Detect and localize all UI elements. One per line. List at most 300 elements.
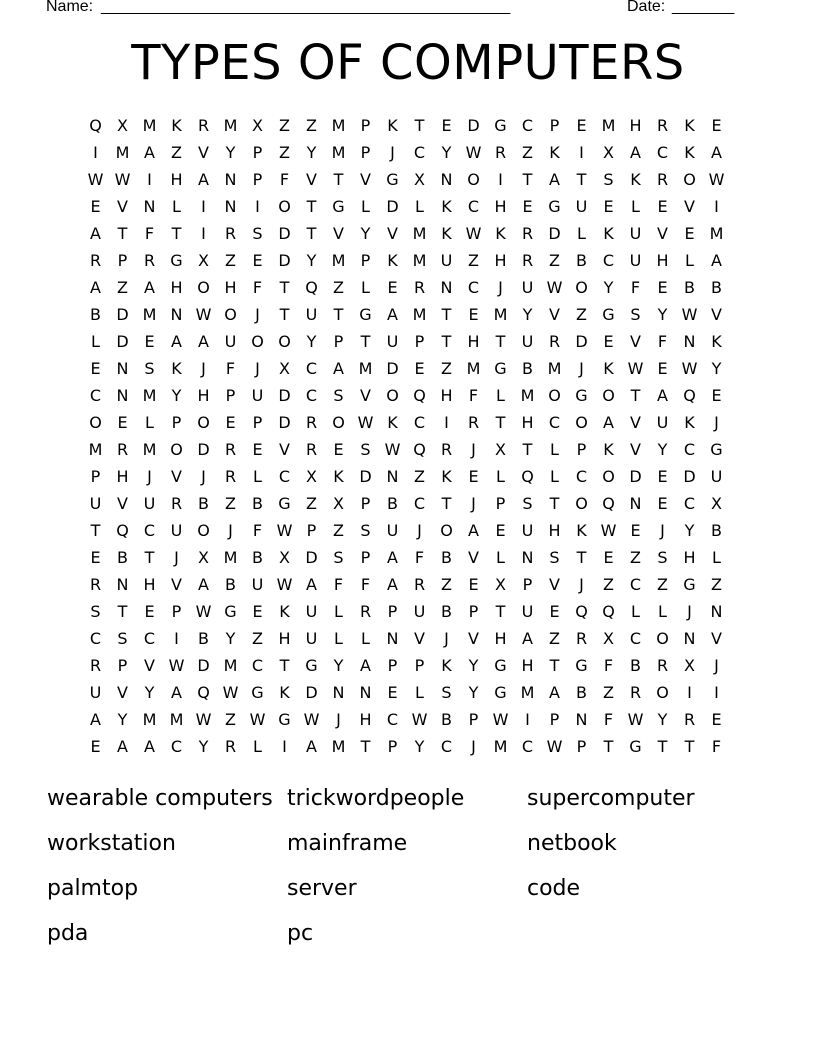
grid-letter: J bbox=[579, 359, 584, 378]
grid-letter: N bbox=[440, 170, 453, 189]
grid-row bbox=[82, 571, 732, 598]
grid-letter: T bbox=[576, 548, 587, 567]
grid-letter: D bbox=[278, 413, 291, 432]
grid-letter: H bbox=[467, 332, 480, 351]
grid-letter: L bbox=[631, 197, 640, 216]
grid-letter: V bbox=[198, 143, 209, 162]
grid-letter: W bbox=[546, 737, 563, 756]
grid-letter: R bbox=[197, 116, 210, 135]
grid-letter: A bbox=[90, 224, 101, 243]
grid-letter: O bbox=[467, 170, 480, 189]
grid-letter: N bbox=[143, 197, 156, 216]
grid-letter: J bbox=[255, 359, 260, 378]
grid-letter: R bbox=[656, 170, 669, 189]
grid-letter: L bbox=[415, 197, 424, 216]
grid-letter: J bbox=[714, 413, 719, 432]
grid-letter: F bbox=[225, 359, 236, 378]
grid-letter: G bbox=[278, 710, 291, 729]
grid-letter: W bbox=[276, 575, 293, 594]
grid-letter: B bbox=[387, 494, 398, 513]
grid-letter: S bbox=[630, 305, 641, 324]
grid-letter: K bbox=[441, 197, 452, 216]
grid-letter: Q bbox=[413, 440, 426, 459]
grid-letter: R bbox=[440, 440, 453, 459]
grid-letter: U bbox=[305, 629, 318, 648]
grid-letter: O bbox=[575, 494, 588, 513]
grid-letter: Y bbox=[468, 683, 479, 702]
grid-letter: R bbox=[89, 575, 102, 594]
grid-letter: P bbox=[576, 737, 587, 756]
grid-letter: Y bbox=[198, 737, 209, 756]
grid-letter: Z bbox=[441, 575, 452, 594]
grid-letter: V bbox=[549, 575, 560, 594]
grid-letter: R bbox=[170, 494, 183, 513]
grid-letter: A bbox=[711, 143, 722, 162]
grid-letter: I bbox=[714, 197, 719, 216]
grid-letter: V bbox=[306, 170, 317, 189]
grid-letter: J bbox=[201, 359, 206, 378]
grid-letter: O bbox=[548, 386, 561, 405]
grid-row bbox=[82, 301, 732, 328]
grid-letter: N bbox=[359, 683, 372, 702]
grid-letter: W bbox=[627, 359, 644, 378]
grid-letter: O bbox=[278, 332, 291, 351]
grid-row bbox=[82, 409, 732, 436]
grid-letter: M bbox=[412, 224, 427, 243]
grid-letter: K bbox=[630, 170, 641, 189]
grid-letter: T bbox=[441, 332, 452, 351]
grid-letter: W bbox=[681, 359, 698, 378]
grid-letter: X bbox=[414, 170, 425, 189]
grid-letter: R bbox=[224, 467, 237, 486]
grid-letter: G bbox=[575, 656, 588, 675]
grid-letter: U bbox=[656, 413, 669, 432]
grid-letter: L bbox=[361, 197, 370, 216]
grid-letter: O bbox=[224, 305, 237, 324]
grid-letter: K bbox=[684, 143, 695, 162]
grid-letter: K bbox=[711, 332, 722, 351]
name-blank-line: ______________________________________________ bbox=[101, 0, 511, 15]
grid-letter: A bbox=[630, 143, 641, 162]
grid-letter: V bbox=[468, 548, 479, 567]
grid-letter: T bbox=[522, 170, 533, 189]
grid-letter: J bbox=[498, 278, 503, 297]
grid-letter: S bbox=[252, 224, 263, 243]
grid-letter: I bbox=[147, 170, 152, 189]
grid-letter: K bbox=[441, 224, 452, 243]
grid-letter: D bbox=[305, 683, 318, 702]
grid-letter: A bbox=[387, 575, 398, 594]
grid-letter: W bbox=[222, 683, 239, 702]
grid-letter: W bbox=[114, 170, 131, 189]
grid-letter: S bbox=[333, 386, 344, 405]
grid-letter: K bbox=[387, 251, 398, 270]
grid-letter: K bbox=[684, 413, 695, 432]
grid-letter: X bbox=[711, 494, 722, 513]
grid-letter: E bbox=[441, 116, 452, 135]
grid-letter: X bbox=[198, 548, 209, 567]
grid-letter: R bbox=[467, 413, 480, 432]
grid-letter: B bbox=[441, 710, 452, 729]
grid-letter: V bbox=[630, 332, 641, 351]
grid-letter: H bbox=[170, 170, 183, 189]
grid-row bbox=[82, 193, 732, 220]
grid-letter: E bbox=[684, 224, 695, 243]
grid-letter: A bbox=[333, 359, 344, 378]
grid-letter: C bbox=[413, 494, 426, 513]
grid-letter: K bbox=[603, 440, 614, 459]
grid-letter: T bbox=[333, 170, 344, 189]
grid-letter: K bbox=[279, 683, 290, 702]
grid-letter: D bbox=[467, 116, 480, 135]
grid-letter: M bbox=[142, 305, 157, 324]
grid-letter: P bbox=[468, 710, 479, 729]
grid-letter: G bbox=[683, 575, 696, 594]
grid-letter: L bbox=[658, 602, 667, 621]
grid-letter: G bbox=[305, 656, 318, 675]
grid-letter: L bbox=[496, 467, 505, 486]
grid-letter: D bbox=[386, 197, 399, 216]
grid-letter: E bbox=[522, 197, 533, 216]
grid-letter: J bbox=[201, 467, 206, 486]
grid-letter: J bbox=[444, 629, 449, 648]
grid-letter: Q bbox=[305, 278, 318, 297]
grid-row bbox=[82, 436, 732, 463]
grid-letter: U bbox=[89, 683, 102, 702]
grid-letter: R bbox=[224, 440, 237, 459]
grid-letter: U bbox=[629, 224, 642, 243]
grid-letter: T bbox=[603, 737, 614, 756]
grid-letter: X bbox=[495, 575, 506, 594]
grid-letter: M bbox=[331, 251, 346, 270]
grid-letter: T bbox=[549, 656, 560, 675]
grid-letter: J bbox=[390, 143, 395, 162]
grid-letter: R bbox=[629, 683, 642, 702]
grid-letter: P bbox=[306, 521, 317, 540]
word-bank-row bbox=[47, 866, 767, 911]
grid-letter: I bbox=[93, 143, 98, 162]
grid-letter: K bbox=[684, 116, 695, 135]
grid-letter: I bbox=[525, 710, 530, 729]
grid-letter: M bbox=[520, 386, 535, 405]
grid-letter: N bbox=[629, 494, 642, 513]
grid-row bbox=[82, 139, 732, 166]
grid-letter: B bbox=[576, 251, 587, 270]
grid-letter: M bbox=[493, 305, 508, 324]
grid-letter: Y bbox=[225, 629, 236, 648]
grid-letter: Q bbox=[683, 386, 696, 405]
grid-row bbox=[82, 625, 732, 652]
grid-letter: C bbox=[629, 575, 642, 594]
grid-row bbox=[82, 679, 732, 706]
grid-letter: R bbox=[143, 251, 156, 270]
grid-letter: P bbox=[522, 575, 533, 594]
grid-row bbox=[82, 490, 732, 517]
grid-letter: P bbox=[117, 251, 128, 270]
grid-letter: M bbox=[223, 548, 238, 567]
grid-letter: A bbox=[549, 683, 560, 702]
grid-letter: R bbox=[575, 629, 588, 648]
grid-letter: S bbox=[117, 629, 128, 648]
grid-letter: Q bbox=[575, 602, 588, 621]
grid-letter: I bbox=[579, 143, 584, 162]
grid-letter: C bbox=[143, 629, 156, 648]
grid-letter: X bbox=[684, 656, 695, 675]
grid-letter: F bbox=[657, 332, 668, 351]
grid-letter: L bbox=[172, 197, 181, 216]
grid-letter: F bbox=[144, 224, 155, 243]
name-date-header bbox=[46, 0, 806, 18]
grid-letter: C bbox=[278, 467, 291, 486]
grid-letter: M bbox=[493, 737, 508, 756]
grid-letter: G bbox=[332, 197, 345, 216]
grid-letter: C bbox=[683, 440, 696, 459]
grid-letter: B bbox=[117, 548, 128, 567]
grid-letter: M bbox=[547, 359, 562, 378]
grid-letter: V bbox=[711, 629, 722, 648]
grid-letter: O bbox=[656, 683, 669, 702]
grid-letter: B bbox=[711, 278, 722, 297]
grid-letter: A bbox=[198, 575, 209, 594]
grid-letter: S bbox=[549, 548, 560, 567]
grid-letter: B bbox=[441, 602, 452, 621]
grid-letter: C bbox=[575, 467, 588, 486]
grid-letter: M bbox=[115, 143, 130, 162]
grid-letter: J bbox=[255, 305, 260, 324]
grid-letter: X bbox=[333, 494, 344, 513]
grid-letter: K bbox=[495, 224, 506, 243]
grid-letter: P bbox=[495, 494, 506, 513]
grid-letter: Z bbox=[225, 251, 236, 270]
grid-letter: W bbox=[195, 305, 212, 324]
grid-letter: R bbox=[413, 575, 426, 594]
grid-letter: Z bbox=[576, 305, 587, 324]
grid-letter: A bbox=[387, 305, 398, 324]
grid-letter: G bbox=[494, 359, 507, 378]
grid-letter: L bbox=[253, 467, 262, 486]
grid-letter: V bbox=[414, 629, 425, 648]
grid-letter: B bbox=[198, 494, 209, 513]
grid-letter: C bbox=[683, 494, 696, 513]
page-title: TYPES OF COMPUTERS bbox=[131, 35, 685, 91]
grid-letter: V bbox=[387, 224, 398, 243]
grid-letter: G bbox=[575, 386, 588, 405]
grid-letter: I bbox=[498, 170, 503, 189]
grid-letter: W bbox=[357, 413, 374, 432]
grid-letter: U bbox=[89, 494, 102, 513]
grid-letter: H bbox=[197, 386, 210, 405]
grid-letter: T bbox=[306, 197, 317, 216]
grid-letter: R bbox=[413, 278, 426, 297]
grid-letter: U bbox=[386, 521, 399, 540]
grid-letter: A bbox=[549, 170, 560, 189]
grid-letter: O bbox=[197, 413, 210, 432]
grid-letter: M bbox=[331, 116, 346, 135]
grid-letter: D bbox=[116, 305, 129, 324]
grid-letter: M bbox=[466, 359, 481, 378]
grid-letter: A bbox=[171, 683, 182, 702]
grid-letter: T bbox=[441, 305, 452, 324]
grid-letter: W bbox=[492, 710, 509, 729]
grid-letter: L bbox=[415, 683, 424, 702]
grid-letter: F bbox=[279, 170, 290, 189]
grid-letter: C bbox=[143, 521, 156, 540]
grid-letter: D bbox=[278, 224, 291, 243]
grid-letter: T bbox=[279, 305, 290, 324]
grid-letter: J bbox=[660, 521, 665, 540]
grid-letter: D bbox=[386, 359, 399, 378]
grid-letter: Z bbox=[603, 575, 614, 594]
grid-letter: G bbox=[548, 197, 561, 216]
grid-letter: U bbox=[710, 467, 723, 486]
grid-letter: P bbox=[387, 656, 398, 675]
grid-letter: N bbox=[386, 467, 399, 486]
grid-letter: M bbox=[331, 143, 346, 162]
grid-letter: T bbox=[171, 224, 182, 243]
grid-letter: U bbox=[521, 278, 534, 297]
grid-letter: Y bbox=[306, 143, 317, 162]
grid-letter: E bbox=[117, 413, 128, 432]
grid-letter: Z bbox=[306, 116, 317, 135]
grid-letter: E bbox=[414, 359, 425, 378]
grid-letter: T bbox=[684, 737, 695, 756]
grid-letter: K bbox=[279, 602, 290, 621]
grid-letter: L bbox=[631, 602, 640, 621]
grid-letter: W bbox=[627, 710, 644, 729]
grid-letter: T bbox=[279, 278, 290, 297]
grid-row bbox=[82, 517, 732, 544]
grid-letter: E bbox=[549, 602, 560, 621]
grid-letter: T bbox=[333, 305, 344, 324]
grid-letter: Y bbox=[144, 683, 155, 702]
grid-letter: F bbox=[711, 737, 722, 756]
grid-letter: Y bbox=[603, 278, 614, 297]
grid-letter: U bbox=[224, 332, 237, 351]
grid-letter: R bbox=[359, 602, 372, 621]
grid-letter: D bbox=[683, 467, 696, 486]
grid-letter: G bbox=[386, 170, 399, 189]
grid-letter: L bbox=[712, 548, 721, 567]
grid-letter: M bbox=[142, 116, 157, 135]
grid-letter: R bbox=[305, 440, 318, 459]
grid-letter: J bbox=[687, 602, 692, 621]
grid-letter: S bbox=[522, 494, 533, 513]
grid-letter: G bbox=[359, 305, 372, 324]
grid-letter: U bbox=[629, 251, 642, 270]
grid-letter: X bbox=[603, 143, 614, 162]
grid-row bbox=[82, 382, 732, 409]
word-bank-item: trickwordpeople bbox=[287, 786, 465, 811]
grid-letter: Z bbox=[225, 710, 236, 729]
grid-row bbox=[82, 166, 732, 193]
grid-letter: N bbox=[224, 170, 237, 189]
grid-letter: W bbox=[276, 521, 293, 540]
grid-letter: J bbox=[336, 710, 341, 729]
grid-letter: M bbox=[331, 737, 346, 756]
grid-letter: S bbox=[360, 440, 371, 459]
grid-letter: V bbox=[630, 440, 641, 459]
grid-letter: B bbox=[252, 494, 263, 513]
grid-letter: N bbox=[170, 305, 183, 324]
grid-letter: P bbox=[576, 440, 587, 459]
grid-letter: L bbox=[496, 386, 505, 405]
grid-letter: R bbox=[521, 224, 534, 243]
grid-letter: J bbox=[714, 656, 719, 675]
grid-letter: X bbox=[117, 116, 128, 135]
grid-letter: Q bbox=[602, 602, 615, 621]
grid-letter: N bbox=[683, 629, 696, 648]
grid-letter: D bbox=[629, 467, 642, 486]
grid-letter: G bbox=[170, 251, 183, 270]
grid-letter: W bbox=[87, 170, 104, 189]
grid-letter: W bbox=[249, 710, 266, 729]
grid-letter: H bbox=[359, 710, 372, 729]
grid-letter: N bbox=[683, 332, 696, 351]
grid-letter: E bbox=[711, 710, 722, 729]
grid-letter: O bbox=[683, 170, 696, 189]
grid-letter: P bbox=[252, 143, 263, 162]
grid-letter: J bbox=[417, 521, 422, 540]
grid-letter: L bbox=[577, 224, 586, 243]
grid-letter: V bbox=[117, 494, 128, 513]
grid-letter: S bbox=[90, 602, 101, 621]
grid-letter: Y bbox=[468, 656, 479, 675]
grid-letter: Y bbox=[225, 143, 236, 162]
grid-letter: Z bbox=[549, 251, 560, 270]
grid-letter: U bbox=[521, 521, 534, 540]
grid-letter: C bbox=[656, 143, 669, 162]
grid-letter: R bbox=[548, 332, 561, 351]
grid-letter: T bbox=[360, 737, 371, 756]
grid-letter: A bbox=[90, 278, 101, 297]
grid-row bbox=[82, 328, 732, 355]
grid-letter: E bbox=[387, 278, 398, 297]
grid-letter: A bbox=[603, 413, 614, 432]
grid-letter: B bbox=[225, 575, 236, 594]
grid-letter: V bbox=[711, 305, 722, 324]
grid-letter: W bbox=[546, 278, 563, 297]
grid-letter: I bbox=[282, 737, 287, 756]
grid-letter: R bbox=[494, 143, 507, 162]
grid-letter: L bbox=[361, 629, 370, 648]
grid-letter: Z bbox=[117, 278, 128, 297]
grid-letter: L bbox=[334, 602, 343, 621]
grid-letter: H bbox=[278, 629, 291, 648]
grid-letter: E bbox=[495, 521, 506, 540]
grid-letter: N bbox=[224, 197, 237, 216]
grid-letter: E bbox=[333, 440, 344, 459]
grid-letter: T bbox=[495, 413, 506, 432]
grid-letter: P bbox=[414, 332, 425, 351]
grid-letter: O bbox=[170, 440, 183, 459]
grid-letter: Y bbox=[306, 332, 317, 351]
grid-letter: M bbox=[520, 683, 535, 702]
grid-letter: H bbox=[170, 278, 183, 297]
grid-letter: C bbox=[89, 629, 102, 648]
grid-letter: U bbox=[251, 386, 264, 405]
grid-letter: Y bbox=[657, 305, 668, 324]
grid-letter: O bbox=[602, 386, 615, 405]
grid-letter: K bbox=[441, 656, 452, 675]
grid-letter: V bbox=[144, 656, 155, 675]
grid-letter: M bbox=[169, 710, 184, 729]
grid-letter: N bbox=[116, 386, 129, 405]
grid-letter: E bbox=[657, 197, 668, 216]
grid-letter: R bbox=[89, 251, 102, 270]
grid-letter: Z bbox=[333, 521, 344, 540]
grid-letter: Y bbox=[171, 386, 182, 405]
grid-letter: T bbox=[522, 440, 533, 459]
